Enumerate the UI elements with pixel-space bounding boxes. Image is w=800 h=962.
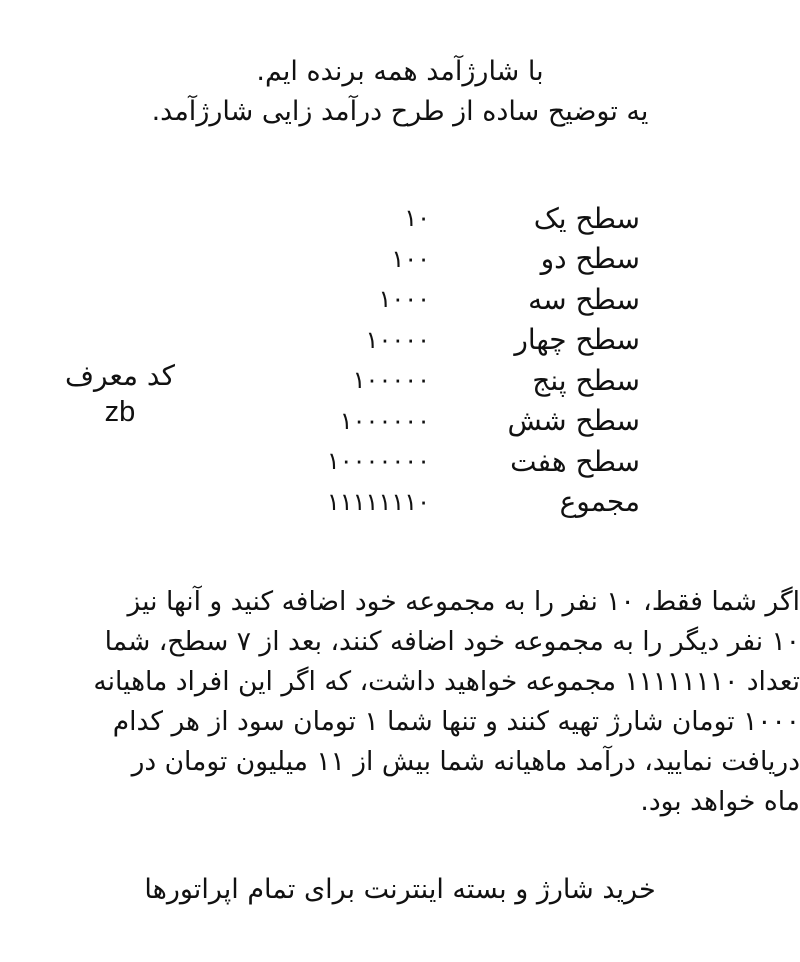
- explanation-line: ۱۰۰۰ تومان شارژ تهیه کنند و تنها شما ۱ تومان سود از هر کدام: [112, 706, 800, 737]
- level-label: سطح شش: [507, 404, 640, 438]
- total-value: ۱۱۱۱۱۱۱۰: [326, 487, 430, 516]
- intro-line-1: با شارژآمد همه برنده ایم.: [256, 56, 544, 87]
- level-label: سطح هفت: [510, 444, 640, 478]
- explanation-line: ۱۰ نفر دیگر را به مجموعه خود اضافه کنند، بعد از ۷ سطح، شما: [104, 626, 800, 657]
- level-row: [240, 320, 640, 361]
- level-row: [240, 401, 640, 442]
- level-value: ۱۰: [404, 204, 430, 233]
- explanation-line: دریافت نمایید، درآمد ماهیانه شما بیش از ۱۱ میلیون تومان در: [131, 746, 800, 777]
- level-row: [240, 239, 640, 280]
- footer-text: خرید شارژ و بسته اینترنت برای تمام اپراتورها: [144, 874, 656, 905]
- level-row: [240, 198, 640, 239]
- level-value: ۱۰۰: [391, 244, 430, 273]
- explanation-line: ماه خواهد بود.: [640, 786, 800, 817]
- level-value: ۱۰۰۰۰۰۰۰: [326, 447, 430, 476]
- level-label: سطح سه: [528, 282, 640, 316]
- intro-line-2: یه توضیح ساده از طرح درآمد زایی شارژآمد.: [151, 96, 649, 127]
- level-value: ۱۰۰۰۰۰۰: [339, 406, 430, 435]
- level-value: ۱۰۰۰۰: [365, 325, 430, 354]
- referral-block: [40, 358, 200, 430]
- level-value: ۱۰۰۰: [378, 285, 430, 314]
- total-row: [240, 482, 640, 523]
- intro-text: [0, 52, 800, 132]
- levels-table: [240, 198, 640, 522]
- level-row: [240, 279, 640, 320]
- explanation-line: تعداد ۱۱۱۱۱۱۱۰ مجموعه خواهید داشت، که اگر این افراد ماهیانه: [93, 666, 800, 697]
- level-label: سطح پنج: [532, 363, 640, 397]
- referral-code: zb: [104, 396, 136, 428]
- level-label: سطح یک: [533, 201, 640, 235]
- level-label: سطح چهار: [514, 323, 640, 357]
- total-label: مجموع: [559, 485, 640, 519]
- explanation-paragraph: [30, 582, 800, 822]
- level-row: [240, 441, 640, 482]
- level-label: سطح دو: [540, 242, 640, 276]
- level-row: [240, 360, 640, 401]
- explanation-line: اگر شما فقط، ۱۰ نفر را به مجموعه خود اضافه کنید و آنها نیز: [127, 586, 800, 617]
- referral-label: کد معرف: [65, 359, 175, 392]
- level-value: ۱۰۰۰۰۰: [352, 366, 430, 395]
